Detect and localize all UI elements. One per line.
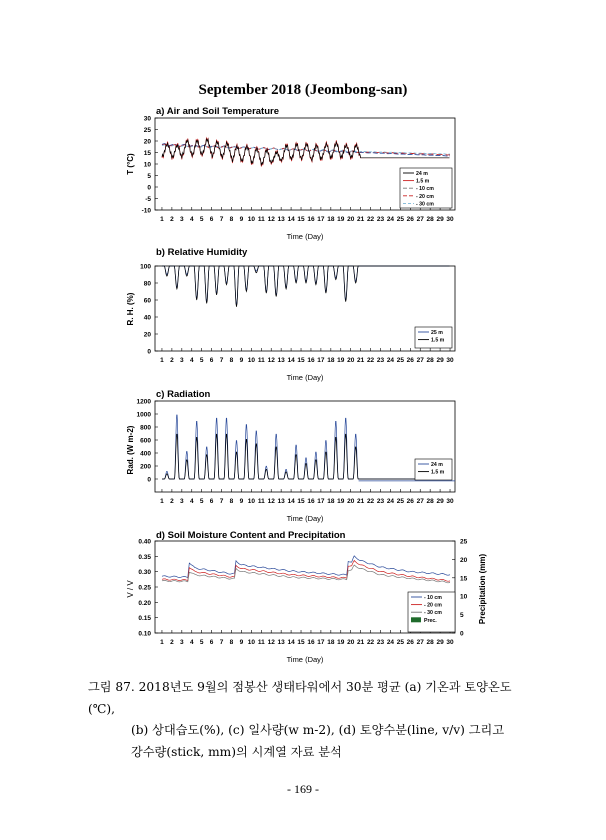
y-tick-label: 0.30 xyxy=(138,569,151,577)
x-tick-label: 12 xyxy=(267,216,275,223)
legend-label: Prec. xyxy=(424,617,437,624)
x-tick-label: 30 xyxy=(446,639,454,646)
x-tick-label: 26 xyxy=(406,498,414,505)
x-tick-label: 8 xyxy=(229,639,234,646)
legend-label: 24 m xyxy=(431,462,443,468)
x-tick-label: 6 xyxy=(209,357,214,364)
panel-title: a) Air and Soil Temperature xyxy=(156,106,279,117)
x-tick-label: 19 xyxy=(337,216,345,223)
y-tick-label: 40 xyxy=(143,314,151,322)
y-tick-label: 80 xyxy=(143,280,151,288)
x-tick-label: 14 xyxy=(287,216,295,223)
x-tick-label: 2 xyxy=(170,357,174,364)
x-tick-label: 1 xyxy=(160,498,164,505)
x-tick-label: 7 xyxy=(219,498,224,505)
x-tick-label: 19 xyxy=(337,498,345,505)
x-tick-label: 4 xyxy=(189,357,194,364)
y-tick-label: -5 xyxy=(145,196,151,203)
x-tick-label: 20 xyxy=(347,639,355,646)
x-tick-label: 9 xyxy=(239,357,244,364)
x-tick-label: 10 xyxy=(247,216,255,223)
x-tick-label: 21 xyxy=(357,639,365,646)
y-tick-label: 0 xyxy=(147,184,151,192)
legend-label: - 10 cm xyxy=(416,186,434,193)
y-tick-label: 1000 xyxy=(136,411,151,419)
x-tick-label: 18 xyxy=(327,639,335,646)
x-tick-label: 26 xyxy=(406,639,414,646)
x-tick-label: 15 xyxy=(297,639,305,646)
x-tick-label: 14 xyxy=(287,357,295,364)
x-tick-label: 19 xyxy=(337,357,345,364)
x-tick-label: 20 xyxy=(347,216,355,223)
x-tick-label: 24 xyxy=(386,357,395,364)
x-tick-label: 30 xyxy=(446,498,454,505)
x-tick-label: 5 xyxy=(199,357,204,364)
y-tick-label: 25 xyxy=(143,127,151,134)
x-tick-label: 16 xyxy=(307,357,315,364)
x-tick-label: 17 xyxy=(317,498,325,505)
x-tick-label: 27 xyxy=(416,639,424,646)
x-tick-label: 23 xyxy=(376,216,385,223)
y-tick-label: 0 xyxy=(147,476,151,484)
x-tick-label: 22 xyxy=(366,357,375,364)
legend-label: 24 m xyxy=(416,171,428,177)
x-tick-label: 18 xyxy=(327,498,335,505)
x-tick-label: 19 xyxy=(337,639,345,646)
x-tick-label: 5 xyxy=(199,639,204,646)
x-tick-label: 6 xyxy=(209,639,214,646)
x-tick-label: 27 xyxy=(416,216,424,223)
x-tick-label: 21 xyxy=(357,357,365,364)
caption-line-3: 강수량(stick, mm)의 시계열 자료 분석 xyxy=(131,744,342,759)
y-tick-label: 0.35 xyxy=(138,553,151,561)
series-line xyxy=(162,434,450,479)
series-line xyxy=(162,145,450,154)
y2-tick-label: 20 xyxy=(460,556,468,564)
x-tick-label: 16 xyxy=(307,216,315,223)
x-tick-label: 12 xyxy=(267,357,275,364)
x-tick-label: 3 xyxy=(180,357,184,364)
x-tick-label: 12 xyxy=(267,498,275,505)
x-tick-label: 25 xyxy=(396,357,404,364)
x-tick-label: 12 xyxy=(267,639,275,646)
x-tick-label: 10 xyxy=(247,498,255,505)
y-tick-label: 20 xyxy=(143,331,151,339)
y-tick-label: 15 xyxy=(143,150,151,157)
x-tick-label: 13 xyxy=(277,639,285,646)
x-tick-label: 26 xyxy=(406,357,414,364)
y-tick-label: 0.10 xyxy=(138,630,151,638)
legend-label: 1.5 m xyxy=(416,178,430,185)
x-tick-label: 22 xyxy=(366,639,375,646)
x-tick-label: 1 xyxy=(160,357,164,364)
x-tick-label: 22 xyxy=(366,216,375,223)
x-tick-label: 13 xyxy=(277,357,285,364)
x-tick-label: 29 xyxy=(436,357,444,364)
x-tick-label: 11 xyxy=(257,498,265,505)
x-tick-label: 2 xyxy=(170,216,174,223)
x-tick-label: 23 xyxy=(376,498,385,505)
y-tick-label: 200 xyxy=(140,463,151,471)
y-tick-label: 0.25 xyxy=(138,584,151,592)
y2-tick-label: 5 xyxy=(460,612,464,620)
x-tick-label: 16 xyxy=(307,639,315,646)
x-tick-label: 17 xyxy=(317,216,325,223)
x-tick-label: 24 xyxy=(386,498,395,505)
x-tick-label: 28 xyxy=(426,639,434,646)
x-tick-label: 9 xyxy=(239,216,244,223)
y-tick-label: 0 xyxy=(147,348,151,356)
legend-label: 1.5 m xyxy=(431,469,445,476)
y2-tick-label: 25 xyxy=(460,538,468,546)
x-tick-label: 5 xyxy=(199,498,204,505)
x-tick-label: 9 xyxy=(239,498,244,505)
x-tick-label: 3 xyxy=(180,216,184,223)
legend-label: - 30 cm xyxy=(416,201,434,208)
panel-title: c) Radiation xyxy=(156,389,211,400)
x-tick-label: 29 xyxy=(436,498,444,505)
y-tick-label: 400 xyxy=(140,450,151,458)
series-line xyxy=(162,565,450,583)
x-tick-label: 20 xyxy=(347,498,355,505)
x-tick-label: 13 xyxy=(277,498,285,505)
y-tick-label: 30 xyxy=(143,115,151,123)
x-tick-label: 15 xyxy=(297,216,305,223)
x-tick-label: 4 xyxy=(189,639,194,646)
x-tick-label: 17 xyxy=(317,639,325,646)
x-tick-label: 27 xyxy=(416,498,424,505)
y-tick-label: 10 xyxy=(143,161,151,169)
y-axis-label: V / V xyxy=(126,580,135,598)
y-tick-label: 20 xyxy=(143,138,151,146)
y-tick-label: 0.15 xyxy=(138,615,151,623)
series-line xyxy=(162,556,450,578)
x-tick-label: 8 xyxy=(229,357,234,364)
figure-title: September 2018 (Jeombong-san) xyxy=(198,82,408,98)
x-tick-label: 2 xyxy=(170,498,174,505)
y-tick-label: -10 xyxy=(141,207,151,215)
x-tick-label: 28 xyxy=(426,357,434,364)
panel-title: d) Soil Moisture Content and Precipitation xyxy=(156,530,346,541)
y-tick-label: 600 xyxy=(140,437,151,445)
plot-frame xyxy=(155,401,455,492)
x-tick-label: 23 xyxy=(376,357,385,364)
x-tick-label: 17 xyxy=(317,357,325,364)
x-tick-label: 22 xyxy=(366,498,375,505)
x-tick-label: 18 xyxy=(327,216,335,223)
x-tick-label: 24 xyxy=(386,216,395,223)
y2-axis-label: Precipitation (mm) xyxy=(478,553,487,625)
x-tick-label: 11 xyxy=(257,639,265,646)
x-tick-label: 11 xyxy=(257,216,265,223)
panel-b xyxy=(126,247,455,382)
x-tick-label: 18 xyxy=(327,357,335,364)
x-tick-label: 23 xyxy=(376,639,385,646)
x-tick-label: 5 xyxy=(199,216,204,223)
y-tick-label: 800 xyxy=(140,424,151,432)
y-axis-label: T (°C) xyxy=(126,153,135,175)
x-tick-label: 28 xyxy=(426,216,434,223)
x-tick-label: 9 xyxy=(239,639,244,646)
x-tick-label: 26 xyxy=(406,216,414,223)
x-tick-label: 7 xyxy=(219,216,224,223)
x-tick-label: 1 xyxy=(160,216,164,223)
legend-label: - 20 cm xyxy=(416,193,434,200)
x-tick-label: 29 xyxy=(436,216,444,223)
x-tick-label: 30 xyxy=(446,216,454,223)
x-tick-label: 4 xyxy=(189,498,194,505)
x-tick-label: 15 xyxy=(297,498,305,505)
legend-label: - 20 cm xyxy=(424,602,442,609)
x-tick-label: 14 xyxy=(287,639,295,646)
x-tick-label: 4 xyxy=(189,216,194,223)
x-tick-label: 25 xyxy=(396,498,404,505)
y2-tick-label: 0 xyxy=(460,630,464,638)
x-tick-label: 24 xyxy=(386,639,395,646)
y2-tick-label: 10 xyxy=(460,593,468,601)
caption-line-1: 그림 87. 2018년도 9월의 점봉산 생태타워에서 30분 평균 (a) 기온과 토양온도(℃), xyxy=(88,680,512,716)
x-tick-label: 7 xyxy=(219,639,224,646)
x-tick-label: 21 xyxy=(357,216,365,223)
x-axis-label: Time (Day) xyxy=(286,373,324,382)
y-tick-label: 100 xyxy=(140,263,151,271)
x-tick-label: 21 xyxy=(357,498,365,505)
y-axis-label: R. H. (%) xyxy=(126,292,135,326)
x-tick-label: 8 xyxy=(229,498,234,505)
x-tick-label: 1 xyxy=(160,639,164,646)
x-tick-label: 16 xyxy=(307,498,315,505)
y-axis-label: Rad. (W m-2) xyxy=(126,425,135,475)
x-tick-label: 8 xyxy=(229,216,234,223)
y-tick-label: 0.40 xyxy=(138,538,151,546)
x-axis-label: Time (Day) xyxy=(286,655,324,664)
x-tick-label: 29 xyxy=(436,639,444,646)
x-tick-label: 7 xyxy=(219,357,224,364)
series-line xyxy=(162,266,450,307)
y2-tick-label: 15 xyxy=(460,575,468,583)
x-tick-label: 25 xyxy=(396,639,404,646)
y-tick-label: 60 xyxy=(143,297,151,305)
x-tick-label: 27 xyxy=(416,357,424,364)
x-tick-label: 30 xyxy=(446,357,454,364)
x-tick-label: 6 xyxy=(209,216,214,223)
x-tick-label: 28 xyxy=(426,498,434,505)
x-tick-label: 25 xyxy=(396,216,404,223)
series-line xyxy=(162,138,450,167)
x-tick-label: 3 xyxy=(180,639,184,646)
panel-title: b) Relative Humidity xyxy=(156,247,248,258)
legend-swatch xyxy=(411,617,421,622)
x-tick-label: 15 xyxy=(297,357,305,364)
y-tick-label: 0.20 xyxy=(138,599,151,607)
x-tick-label: 14 xyxy=(287,498,295,505)
x-tick-label: 6 xyxy=(209,498,214,505)
x-tick-label: 3 xyxy=(180,498,184,505)
panel-a xyxy=(126,106,455,241)
x-tick-label: 13 xyxy=(277,216,285,223)
x-axis-label: Time (Day) xyxy=(286,232,324,241)
y-tick-label: 1200 xyxy=(136,398,151,406)
legend-label: 1.5 m xyxy=(431,337,445,344)
x-axis-label: Time (Day) xyxy=(286,514,324,523)
caption-line-2: (b) 상대습도(%), (c) 일사량(w m-2), (d) 토양수분(line, v/v) 그리고 xyxy=(131,723,505,737)
x-tick-label: 10 xyxy=(247,639,255,646)
panel-c xyxy=(126,389,455,523)
x-tick-label: 11 xyxy=(257,357,265,364)
page-number: - 169 - xyxy=(287,782,319,796)
x-tick-label: 20 xyxy=(347,357,355,364)
y-tick-label: 5 xyxy=(147,173,151,180)
legend-label: - 30 cm xyxy=(424,610,442,617)
panel-d xyxy=(126,530,487,664)
x-tick-label: 2 xyxy=(170,639,174,646)
legend-label: - 10 cm xyxy=(424,595,442,601)
series-line xyxy=(162,139,450,166)
legend-label: 25 m xyxy=(431,330,443,336)
figure-caption xyxy=(88,677,538,763)
x-tick-label: 10 xyxy=(247,357,255,364)
